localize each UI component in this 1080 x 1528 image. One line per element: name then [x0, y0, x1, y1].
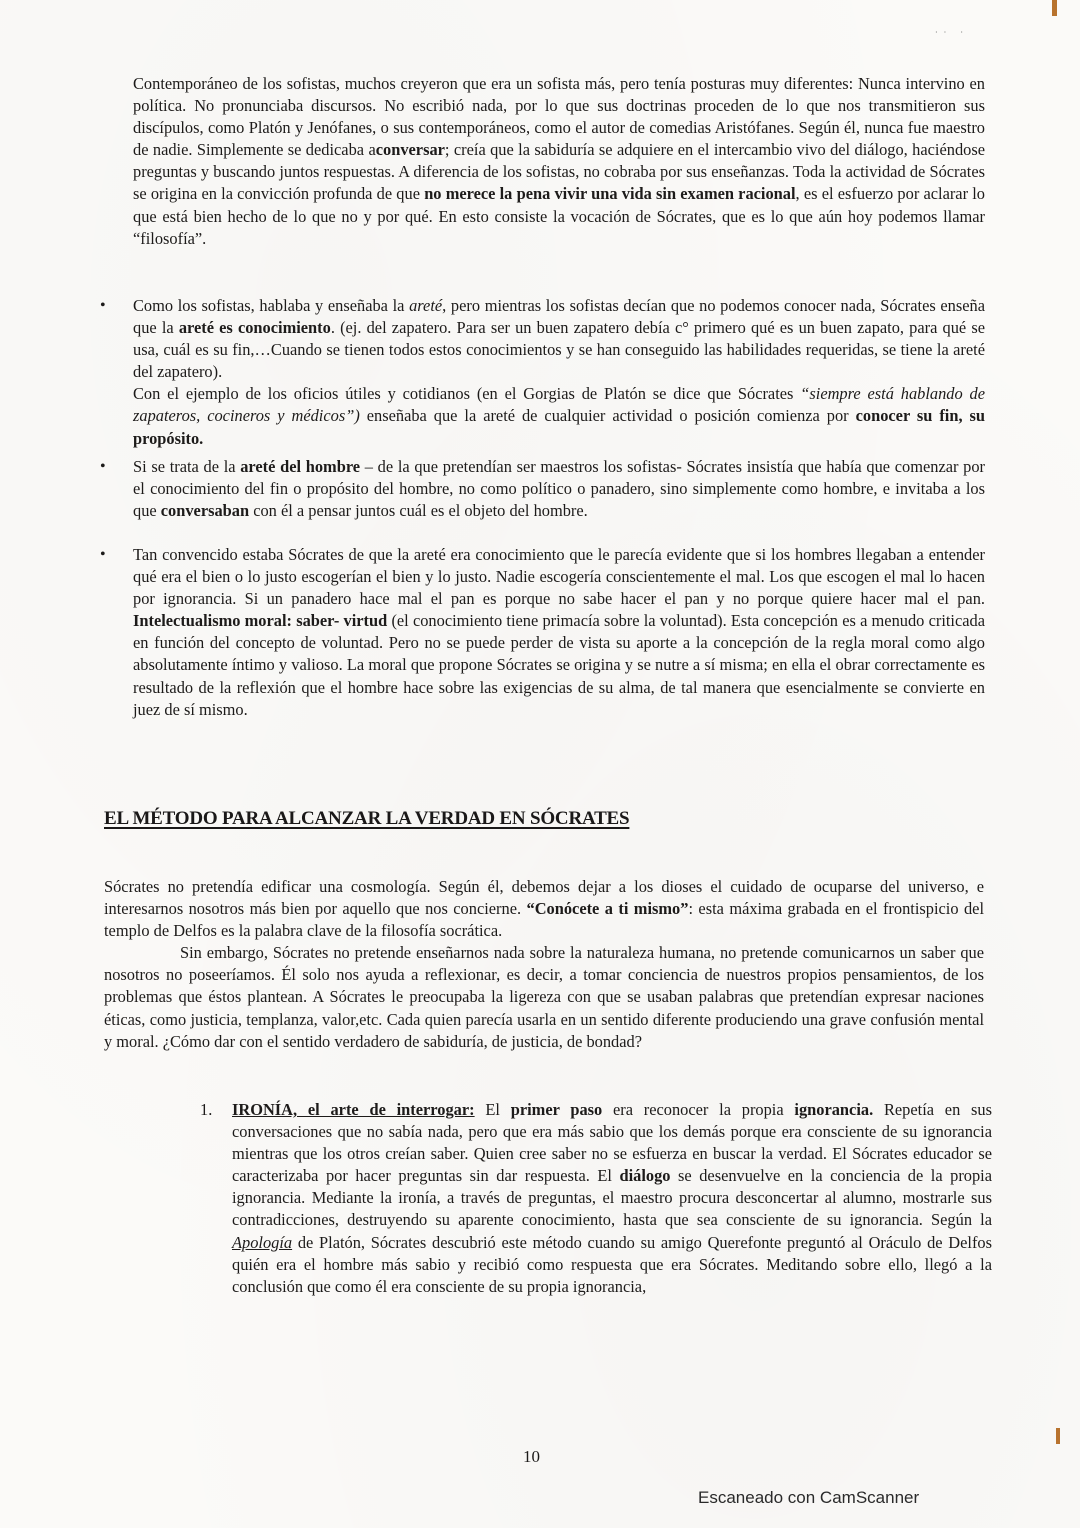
bullet-icon: • — [100, 458, 106, 475]
method-text: : esta máxima grabada en el frontispicio del templo de Delfos es la palabra clave de la filosofía socrática. — [104, 899, 984, 941]
bullet-text: con él a pensar juntos cuál es el objeto del hombre. — [249, 501, 588, 521]
item-bold: diálogo — [619, 1166, 671, 1186]
method-text: Sin embargo, Sócrates no pretende enseñarnos nada sobre la naturaleza humana, no pretende comunicarnos un saber que nosotros no poseeríamos. Él solo nos ayuda a reflexionar, es decir, a tomar conciencia de nuestros propios pensamientos, de los problemas que éstos plantean. A Sócrates le preocupaba la ligereza con que se usaban palabras que pretendían expresar naciones éticas, como justicia, templanza, valor,etc. Cada quien parecía usarla en un sentido diferente produciendo una grave confusión mental y moral. ¿Cómo dar con el sentido verdadero de sabiduría, de justicia, de bondad? — [104, 943, 984, 1051]
bullet-text: , pero mientras los sofistas decían que no podemos conocer nada, Sócrates enseña que la — [133, 296, 985, 338]
numbered-item-ironia — [200, 1099, 992, 1298]
bullet-italic-quote: “siempre está hablando de zapateros, cocineros y médicos”) — [133, 384, 985, 426]
list-item — [100, 544, 985, 721]
intro-text-3: , es el esfuerzo por aclarar lo que está bien hecho de lo que no y por qué. En esto consiste la vocación de Sócrates, que es lo que aún hoy podemos llamar “filosofía”. — [133, 184, 985, 248]
list-item — [100, 295, 986, 450]
item-text: Repetía en sus conversaciones que no sabía nada, pero que era más sabio que los demás porque era consciente de su ignorancia mientras que los otros creían saber. Quien cree saber no se esfuerza en buscar la verdad. El Sócrates educador se caracterizaba por hacer preguntas sin dar respuesta. El — [232, 1100, 992, 1186]
section-heading: EL MÉTODO PARA ALCANZAR LA VERDAD EN SÓCRATES — [104, 808, 630, 829]
bullet-arete-hombre — [100, 456, 986, 522]
scan-edge-mark-bottom — [1056, 1428, 1060, 1444]
item-text: se desenvuelve en la conciencia de la propia ignorancia. Mediante la ironía, a través de preguntas, el maestro procura desconcertar al alumno, mostrarle sus contradicciones, destruyendo su aparente conocimiento, hasta que sea consciente de su ignorancia. Según la — [232, 1166, 992, 1230]
item-number: 1. — [200, 1100, 213, 1119]
bullet-text: (el conocimiento tiene primacía sobre la voluntad). Esta concepción es a menudo criticada en función del concepto de voluntad. Pero no se puede perder de vista su aporte a la concepción de la regla moral como algo absolutamente íntimo y valioso. La moral que propone Sócrates se origina y se nutre a sí misma; en ella el obrar correctamente es resultado de la reflexión que el hombre hace sobre las exigencias de su alma, de tal manera que esencialmente se convierte en juez de sí mismo. — [133, 611, 985, 719]
bullet-text: – de la que pretendían ser maestros los sofistas- Sócrates insistía que había que comenzar por el conocimiento del fin o propósito del hombre, no como político o panadero, sino simplemente como hombre, e invitaba a los que — [133, 457, 986, 521]
bullet-text: Si se trata de la — [133, 457, 241, 476]
bullet-text: . (ej. del zapatero. Para ser un buen zapatero debía c° primero qué es un buen zapato, para qué se usa, cuál es su fin,…Cuando se tienen todos estos conocimientos y se han conseguido las habilidades requeridas, se tiene la areté del zapatero). — [133, 318, 985, 382]
item-text: El — [474, 1100, 511, 1119]
item-italic-apologia: Apología — [232, 1232, 293, 1252]
intro-paragraph — [133, 73, 985, 250]
bullet-text: Tan convencido estaba Sócrates de que la areté era conocimiento que le parecía evidente que si los hombres llegaban a entender qué era el bien o lo justo escogerían el bien y lo justo. Nadie escogería conscientemente el mal. Los que escogen el mal lo hacen por ignorancia. Si un panadero hace mal el pan es porque no sabe hacer el pan y no porque quiere hacer mal el pan. — [133, 545, 985, 609]
intro-text-2: ; creía que la sabiduría se adquiere en el intercambio vivo del diálogo, haciéndose preguntas y buscando juntos respuestas. A diferencia de los sofistas, no cobraba por sus enseñanzas. Toda la actividad de Sócrates se origina en la convicción profunda de que — [133, 140, 985, 204]
list-item — [100, 456, 986, 522]
bullet-bold: areté es conocimiento — [178, 318, 331, 338]
page-number: 10 — [523, 1447, 540, 1466]
bullet-bold: conocer su fin, su propósito. — [133, 406, 986, 448]
bullet-text: Como los sofistas, hablaba y enseñaba la — [133, 296, 410, 315]
intro-bold-conversar: conversar — [375, 140, 445, 160]
camscanner-watermark: Escaneado con CamScanner — [698, 1488, 920, 1507]
bullet-icon: • — [100, 546, 106, 563]
intro-bold-examen: no merece la pena vivir una vida sin examen racional — [424, 184, 796, 204]
item-bold: ignorancia. — [794, 1100, 874, 1119]
scan-specks: ·· · — [935, 28, 969, 37]
method-paragraph — [104, 876, 984, 1053]
bullet-intelectualismo-moral — [100, 544, 985, 721]
item-bold: primer paso — [510, 1100, 603, 1119]
bullet-text: enseñaba que la areté de cualquier actividad o posición comienza por — [359, 406, 856, 426]
bullet-bold: Intelectualismo moral: saber- virtud — [133, 611, 388, 631]
intro-text-1: Contemporáneo de los sofistas, muchos creyeron que era un sofista más, pero tenía posturas muy diferentes: Nunca intervino en política. No pronunciaba discursos. No escribió nada, por lo que sus doctrinas proceden de lo que nos transmitieron sus discípulos, como Platón y Jenófanes, o sus contemporáneos, como el autor de comedias Aristófanes. Según él, nunca fue maestro de nadie. Simplemente se dedicaba a — [133, 74, 985, 160]
item-title: IRONÍA, el arte de interrogar: — [232, 1100, 475, 1119]
bullet-arete-conocimiento — [100, 295, 986, 450]
item-text: de Platón, Sócrates descubrió este método cuando su amigo Querefonte preguntó al Oráculo de Delfos quién era el hombre más sabio y recibió como respuesta que era Sócrates. Meditando sobre ello, llegó a la conclusión que como él era consciente de su propia ignorancia, — [232, 1232, 992, 1296]
bullet-bold: conversaban — [160, 501, 250, 521]
bullet-bold: areté del hombre — [240, 457, 361, 476]
item-text: era reconocer la propia — [602, 1100, 795, 1119]
method-text: Sócrates no pretendía edificar una cosmología. Según él, debemos dejar a los dioses el cuidado de ocuparse del universo, e interesarnos nosotros más bien por aquello que nos concierne. — [104, 877, 984, 919]
bullet-italic: areté — [409, 296, 443, 315]
bullet-text: Con el ejemplo de los oficios útiles y cotidianos (en el Gorgias de Platón se dice que Sócrates — [133, 384, 801, 404]
method-bold-conocete: “Conócete a ti mismo” — [526, 899, 689, 919]
bullet-icon: • — [100, 297, 106, 314]
scan-edge-mark-top — [1052, 0, 1057, 16]
